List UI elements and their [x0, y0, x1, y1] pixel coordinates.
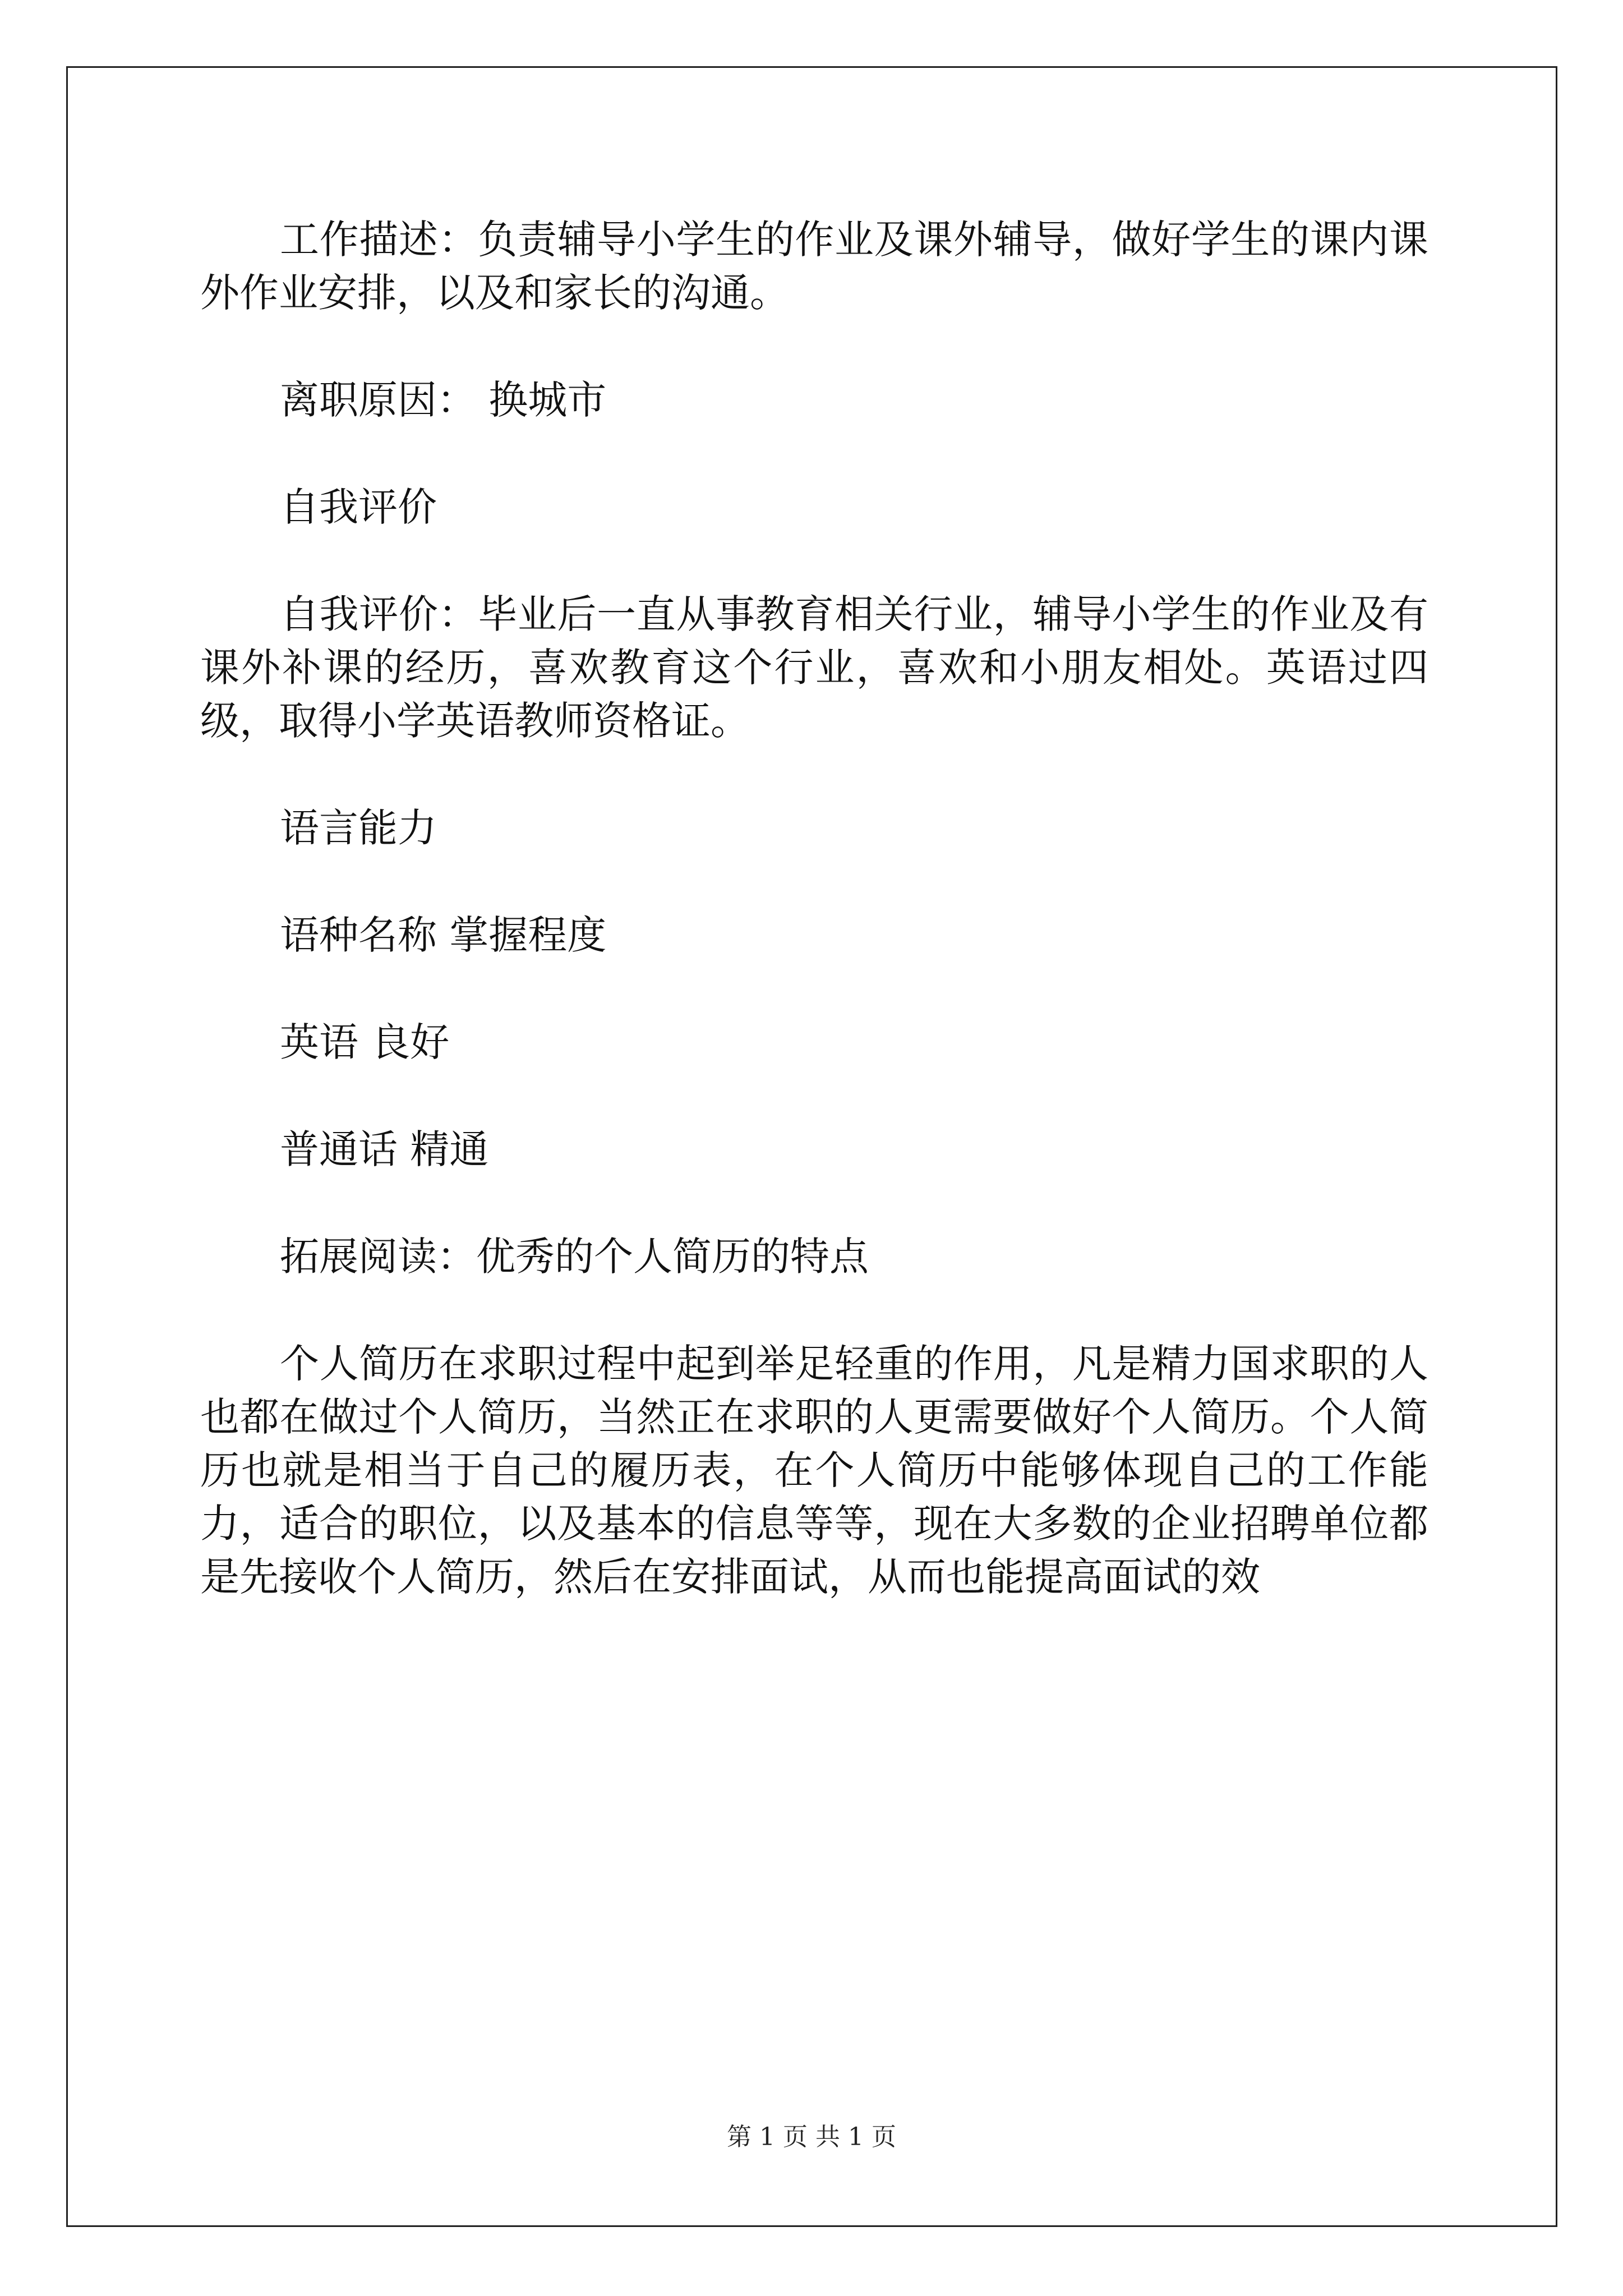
heading-self-evaluation: 自我评价	[280, 484, 437, 530]
paragraph-self-evaluation: 自我评价：毕业后一直从事教育相关行业，辅导小学生的作业及有课外补课的经历，喜欢教育这个行业，喜欢和小朋友相处。英语过四级，取得小学英语教师资格证。	[200, 591, 1428, 744]
page-number-footer: 第 1 页 共 1 页	[727, 2123, 896, 2151]
language-row-mandarin: 普通话 精通	[280, 1126, 489, 1172]
paragraph-resume-importance: 个人简历在求职过程中起到举足轻重的作用，凡是精力国求职的人也都在做过个人简历，当然正在求职的人更需要做好个人简历。个人简历也就是相当于自己的履历表，在个人简历中能够体现自己的工作能力，适合的职位，以及基本的信息等等，现在大多数的企业招聘单位都是先接收个人简历，然后在安排面试，从而也能提高面试的效	[200, 1341, 1428, 1600]
document-body	[200, 213, 1428, 1604]
heading-language-ability: 语言能力	[280, 805, 437, 851]
heading-extended-reading: 拓展阅读：优秀的个人简历的特点	[280, 1234, 869, 1280]
paragraph-leaving-reason: 离职原因： 换城市	[280, 377, 607, 423]
language-table-header: 语种名称 掌握程度	[280, 912, 607, 958]
language-row-english: 英语 良好	[280, 1019, 450, 1065]
paragraph-job-description: 工作描述：负责辅导小学生的作业及课外辅导，做好学生的课内课外作业安排，以及和家长的沟通。	[200, 217, 1428, 316]
